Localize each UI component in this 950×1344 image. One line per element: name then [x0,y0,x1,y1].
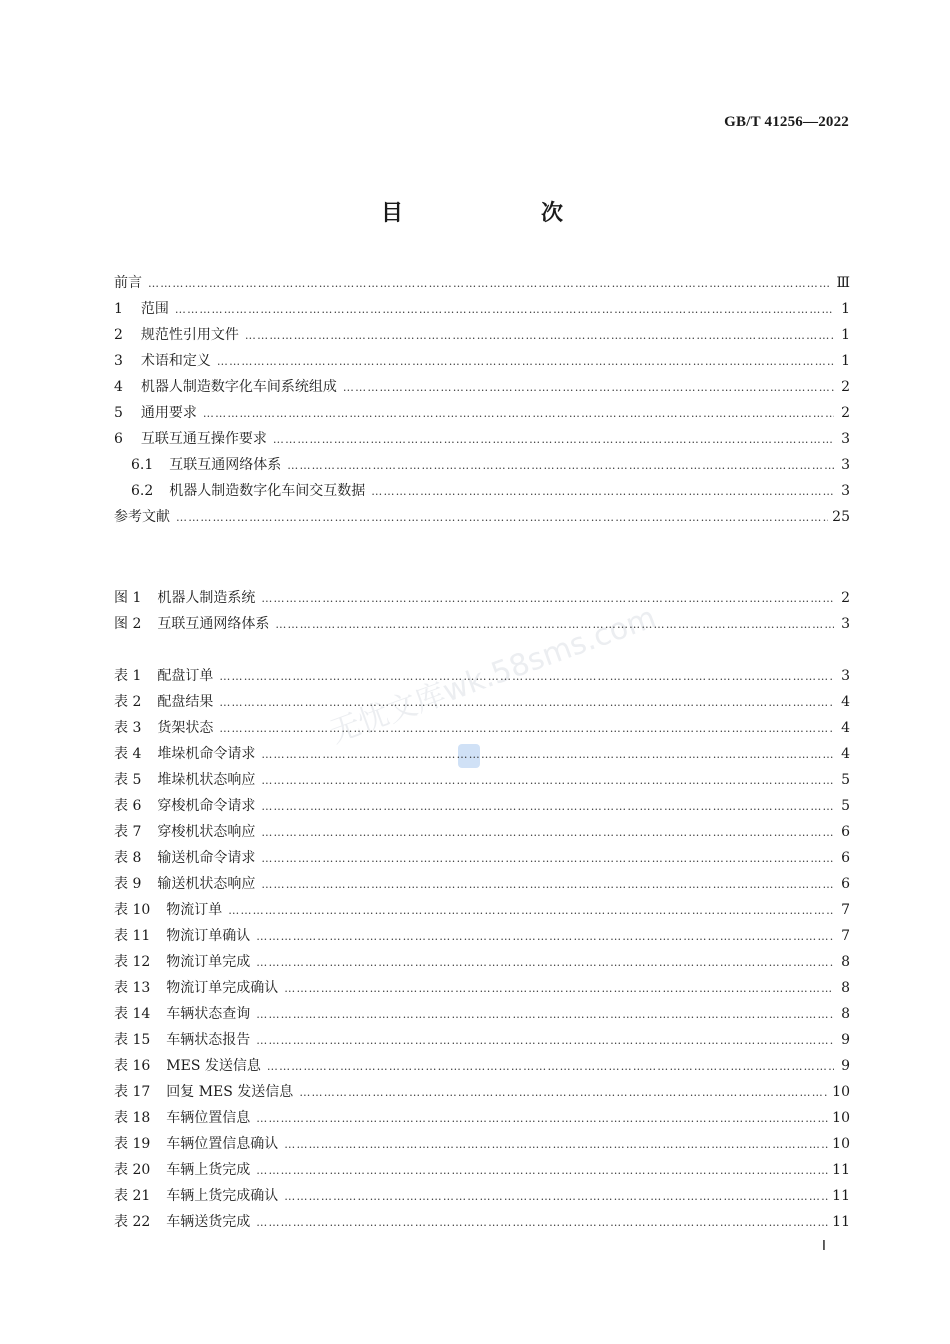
toc-entry[interactable] [114,1183,850,1209]
toc-entry-number: 表 8 [114,850,142,866]
toc-entry[interactable] [114,819,850,845]
toc-entry[interactable] [114,322,850,348]
toc-leader-dots [284,1132,828,1158]
toc-entry-page: 3 [841,616,850,632]
toc-entry[interactable] [114,845,850,871]
toc-figures [114,585,850,637]
toc-entry-number: 表 5 [114,772,142,788]
toc-entry-number: 表 1 [114,668,142,684]
toc-entry-label: 规范性引用文件 [140,327,239,343]
standard-code: GB/T 41256—2022 [724,114,849,130]
toc-entry-label: 范围 [140,301,169,317]
toc-entry-page: 11 [832,1162,850,1178]
toc-entry-page: 9 [841,1032,850,1048]
toc-entry-label: 堆垛机命令请求 [157,746,256,762]
toc-entry-number: 表 20 [114,1162,151,1178]
toc-entry[interactable] [114,1157,850,1183]
toc-entry-page: 10 [832,1110,850,1126]
toc-sections [114,270,850,530]
toc-entry[interactable] [114,1079,850,1105]
toc-leader-dots [176,505,828,531]
toc-entry-number: 表 12 [114,954,151,970]
toc-leader-dots [261,794,834,820]
toc-entry-label: 堆垛机状态响应 [157,772,256,788]
toc-entry-number: 表 2 [114,694,142,710]
toc-entry-page: 25 [832,509,850,525]
toc-entry[interactable] [114,1001,850,1027]
toc-entry-label: 参考文献 [114,509,170,525]
toc-entry-label: 配盘结果 [157,694,214,710]
toc-entry-page: 5 [841,772,850,788]
toc-entry-label: 机器人制造数字化车间系统组成 [140,379,337,395]
toc-entry-number: 表 21 [114,1188,151,1204]
toc-entry-label: 机器人制造数字化车间交互数据 [169,483,366,499]
page-title: 目 次 [380,200,621,226]
toc-entry[interactable] [114,296,850,322]
toc-entry-number: 表 13 [114,980,151,996]
toc-entry-page: 3 [841,431,850,447]
toc-entry[interactable] [114,663,850,689]
toc-entry[interactable] [114,400,850,426]
toc-leader-dots [284,1184,828,1210]
toc-entry-number: 表 14 [114,1006,151,1022]
toc-entry-number: 表 3 [114,720,142,736]
toc-entry-number: 表 4 [114,746,142,762]
toc-entry-page: 6 [841,876,850,892]
toc-leader-dots [228,898,834,924]
toc-entry[interactable] [114,374,850,400]
toc-entry-page: 4 [841,694,850,710]
toc-entry[interactable] [114,793,850,819]
toc-entry[interactable] [114,1209,850,1235]
toc-entry-number: 表 9 [114,876,142,892]
toc-entry-page: 1 [841,353,850,369]
toc-leader-dots [273,427,834,453]
toc-entry[interactable] [114,270,850,296]
toc-leader-dots [175,297,834,323]
toc-entry-page: 4 [841,746,850,762]
toc-entry-number: 表 7 [114,824,142,840]
toc-leader-dots [256,950,834,976]
toc-entry-number: 表 18 [114,1110,151,1126]
toc-entry-label: 互联互通互操作要求 [140,431,267,447]
toc-entry-number: 6.2 [131,483,154,499]
toc-entry-number: 6.1 [131,457,154,473]
toc-entry-page: 3 [841,483,850,499]
toc-entry-number: 4 [114,379,123,395]
toc-entry[interactable] [114,1131,850,1157]
toc-leader-dots [371,479,834,505]
toc-entry-page: 8 [841,980,850,996]
toc-entry-label: 车辆状态报告 [166,1032,251,1048]
toc-entry-page: 7 [841,902,850,918]
toc-leader-dots [261,846,834,872]
toc-entry[interactable] [114,585,850,611]
toc-entry[interactable] [114,715,850,741]
toc-entry-label: 车辆位置信息确认 [166,1136,279,1152]
toc-entry-page: 6 [841,824,850,840]
toc-leader-dots [219,664,834,690]
toc-entry-number: 图 1 [114,590,142,606]
toc-entry-label: 物流订单完成 [166,954,251,970]
toc-entry-page: 5 [841,798,850,814]
toc-entry-page: 11 [832,1214,850,1230]
toc-entry-page: 10 [832,1084,850,1100]
toc-leader-dots [299,1080,828,1106]
toc-leader-dots [256,1002,834,1028]
toc-leader-dots [219,690,834,716]
toc-entry-label: 通用要求 [140,405,197,421]
toc-entry[interactable] [114,452,850,478]
toc-entry-label: 回复 MES 发送信息 [166,1084,294,1100]
toc-entry-label: 货架状态 [157,720,214,736]
toc-entry[interactable] [114,923,850,949]
toc-entry-page: 11 [832,1188,850,1204]
toc-leader-dots [219,716,834,742]
toc-entry-label: 互联互通网络体系 [157,616,270,632]
toc-entry-number: 图 2 [114,616,142,632]
toc-entry[interactable] [114,767,850,793]
toc-entry[interactable] [114,611,850,637]
toc-entry-label: 前言 [114,275,142,291]
toc-entry-number: 表 16 [114,1058,151,1074]
toc-entry-number: 5 [114,405,123,421]
toc-leader-dots [261,820,834,846]
toc-leader-dots [203,401,834,427]
toc-leader-dots [256,1210,828,1236]
toc-entry[interactable] [114,1027,850,1053]
toc-leader-dots [261,872,834,898]
toc-leader-dots [148,271,832,297]
toc-entry-page: 9 [841,1058,850,1074]
toc-entry-page: 6 [841,850,850,866]
toc-leader-dots [287,453,834,479]
toc-entry[interactable] [114,897,850,923]
toc-entry-label: 车辆状态查询 [166,1006,251,1022]
toc-entry-number: 表 10 [114,902,151,918]
toc-entry-number: 表 22 [114,1214,151,1230]
toc-entry[interactable] [114,975,850,1001]
toc-leader-dots [256,1028,834,1054]
toc-entry-label: 车辆上货完成确认 [166,1188,279,1204]
toc-entry-label: 物流订单完成确认 [166,980,279,996]
toc-entry-page: 8 [841,954,850,970]
toc-leader-dots [256,1106,828,1132]
toc-entry-number: 表 19 [114,1136,151,1152]
toc-entry-page: 2 [841,379,850,395]
toc-entry-number: 2 [114,327,123,343]
toc-entry-label: MES 发送信息 [166,1058,261,1074]
toc-entry-page: 10 [832,1136,850,1152]
toc-entry-label: 机器人制造系统 [157,590,256,606]
toc-leader-dots [261,586,834,612]
toc-entry-page: 3 [841,457,850,473]
toc-entry-page: 3 [841,668,850,684]
toc-entry-label: 互联互通网络体系 [169,457,282,473]
toc-tables [114,663,850,1235]
toc-entry-number: 3 [114,353,123,369]
toc-entry-label: 车辆送货完成 [166,1214,251,1230]
toc-entry-number: 表 15 [114,1032,151,1048]
toc-entry-page: 1 [841,327,850,343]
toc-entry-page: 2 [841,590,850,606]
toc-entry-page: 4 [841,720,850,736]
toc-leader-dots [275,612,834,638]
footer-page-number: Ⅰ [821,1239,826,1254]
toc-entry-number: 表 11 [114,928,151,944]
toc-entry-number: 表 6 [114,798,142,814]
toc-leader-dots [261,768,834,794]
toc-entry-page: 2 [841,405,850,421]
toc-entry-page: 8 [841,1006,850,1022]
toc-entry-label: 术语和定义 [140,353,211,369]
toc-entry-number: 6 [114,431,123,447]
toc-entry[interactable] [114,871,850,897]
toc-entry-label: 车辆上货完成 [166,1162,251,1178]
toc-entry[interactable] [114,1053,850,1079]
toc-entry[interactable] [114,689,850,715]
toc-entry-page: 1 [841,301,850,317]
toc-entry[interactable] [114,1105,850,1131]
toc-entry-label: 输送机状态响应 [157,876,256,892]
toc-entry-label: 物流订单确认 [166,928,251,944]
toc-entry-number: 1 [114,301,123,317]
toc-entry[interactable] [114,741,850,767]
toc-leader-dots [217,349,834,375]
toc-leader-dots [261,742,834,768]
toc-entry-label: 穿梭机命令请求 [157,798,256,814]
toc-entry-number: 表 17 [114,1084,151,1100]
toc-entry-label: 车辆位置信息 [166,1110,251,1126]
toc-entry-label: 物流订单 [166,902,223,918]
toc-entry-label: 输送机命令请求 [157,850,256,866]
toc-entry-page: 7 [841,928,850,944]
toc-leader-dots [256,1158,828,1184]
toc-leader-dots [245,323,834,349]
toc-entry-label: 配盘订单 [157,668,214,684]
toc-entry[interactable] [114,426,850,452]
toc-leader-dots [256,924,834,950]
toc-leader-dots [343,375,834,401]
toc-entry[interactable] [114,949,850,975]
toc-entry[interactable] [114,478,850,504]
toc-entry-page: Ⅲ [836,275,850,291]
toc-leader-dots [284,976,834,1002]
toc-entry-label: 穿梭机状态响应 [157,824,256,840]
toc-entry[interactable] [114,504,850,530]
toc-leader-dots [267,1054,834,1080]
watermark: 无忧文库wk.58sms.com [325,600,661,751]
toc-entry[interactable] [114,348,850,374]
